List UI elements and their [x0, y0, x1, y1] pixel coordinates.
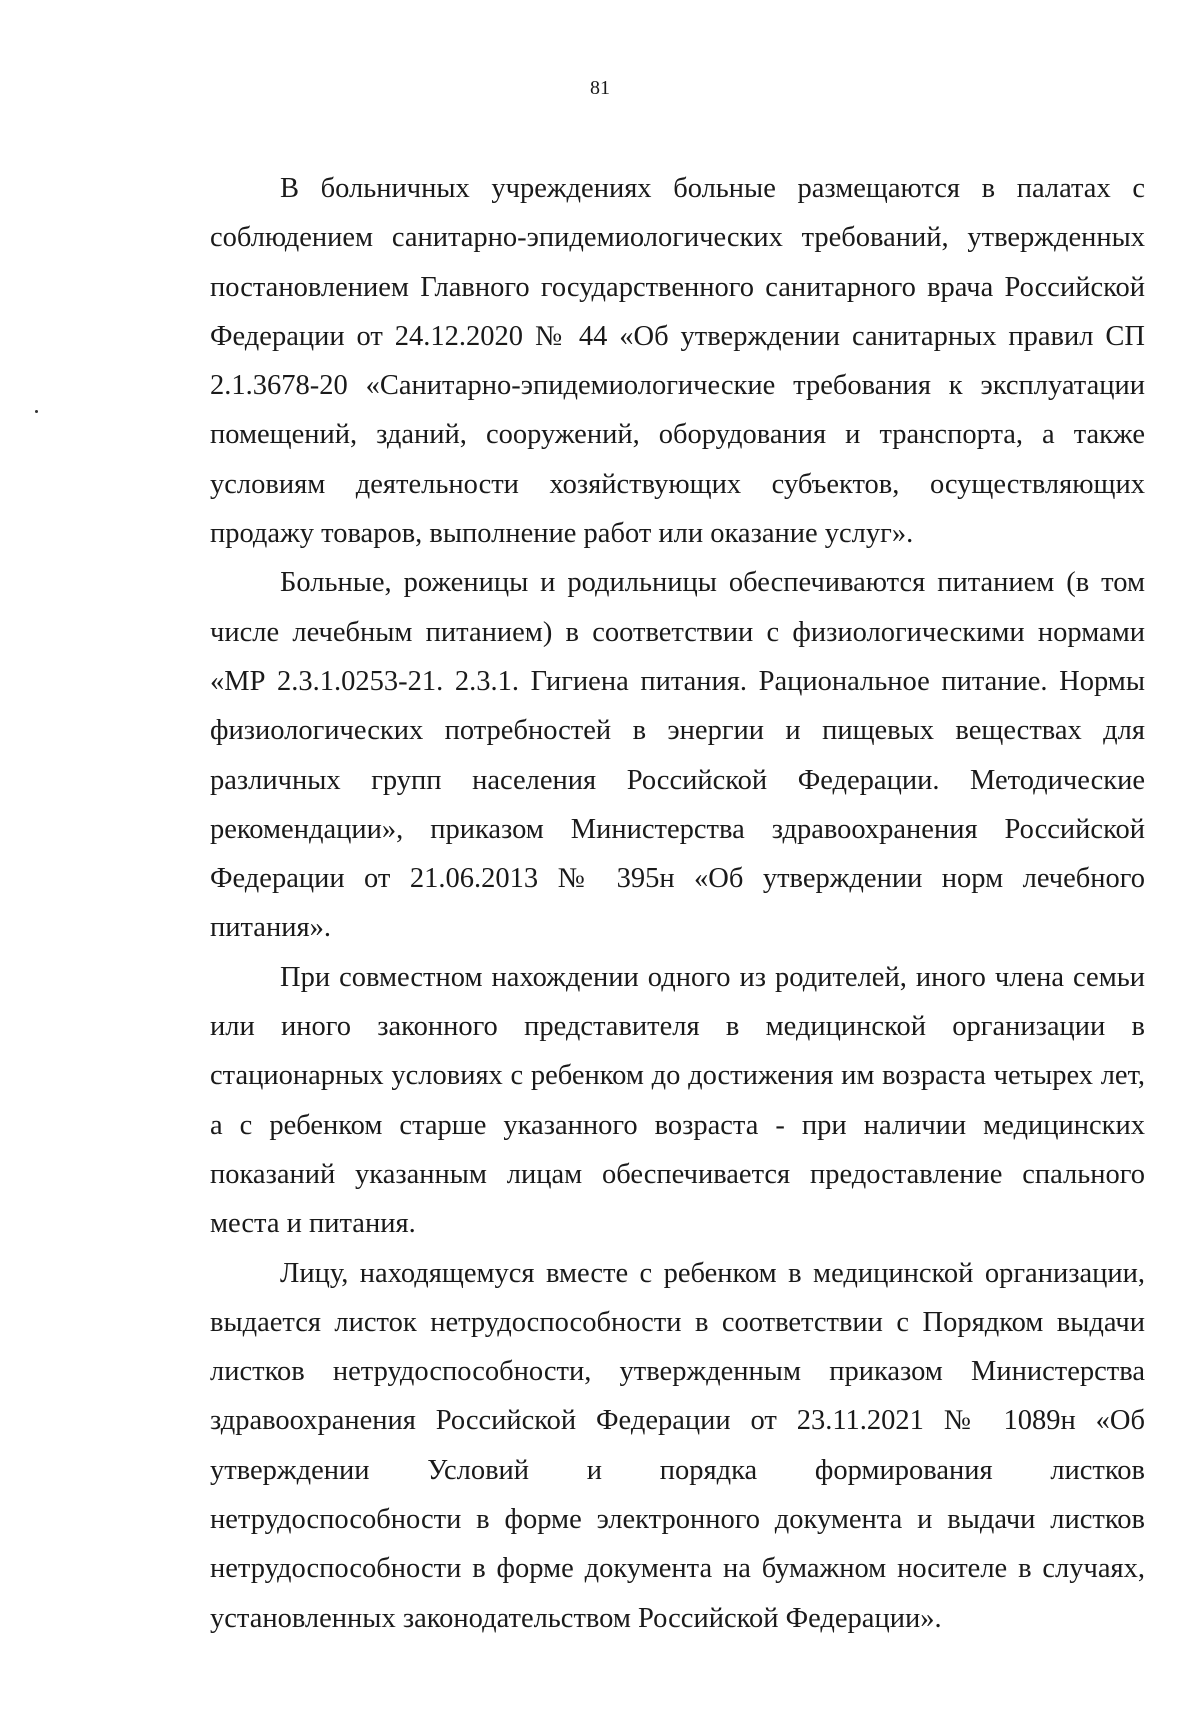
paragraph-parent-accommodation: При совместном нахождении одного из родителей, иного члена семьи или иного законного представителя в медицинской организации в стационарных условиях с ребенком до достижения им возраста четырех лет, а с ребенком старше указанного возраста - при наличии медицинских показаний указанным лицам обеспечивается предоставление спального места и питания. — [210, 961, 1145, 1240]
document-body — [210, 164, 1145, 1643]
paragraph-nutrition: Больные, роженицы и родильницы обеспечиваются питанием (в том числе лечебным питанием) в соответствии с физиологическими нормами «МР 2.3.1.0253-21. 2.3.1. Гигиена питания. Рациональное питание. Нормы физиологических потребностей в энергии и пищевых веществах для различных групп населения Российской Федерации. Методические рекомендации», приказом Министерства здравоохранения Российской Федерации от 21.06.2013 № 395н «Об утверждении норм лечебного питания». — [210, 567, 1145, 944]
paragraph-sick-leave: Лицу, находящемуся вместе с ребенком в медицинской организации, выдается листок нетрудоспособности в соответствии с Порядком выдачи листков нетрудоспособности, утвержденным приказом Министерства здравоохранения Российской Федерации от 23.11.2021 № 1089н «Об утверждении Условий и порядка формирования листков нетрудоспособности в форме электронного документа и выдачи листков нетрудоспособности в форме документа на бумажном носителе в случаях, установленных законодательством Российской Федерации». — [210, 1257, 1145, 1634]
page-number: 81 — [590, 77, 610, 99]
paragraph-hospital-wards: В больничных учреждениях больные размещаются в палатах с соблюдением санитарно-эпидемиологических требований, утвержденных постановлением Главного государственного санитарного врача Российской Федерации от 24.12.2020 № 44 «Об утверждении санитарных правил СП 2.1.3678-20 «Санитарно-эпидемиологические требования к эксплуатации помещений, зданий, сооружений, оборудования и транспорта, а также условиям деятельности хозяйствующих субъектов, осуществляющих продажу товаров, выполнение работ или оказание услуг». — [210, 173, 1145, 550]
scan-speck — [35, 410, 38, 413]
